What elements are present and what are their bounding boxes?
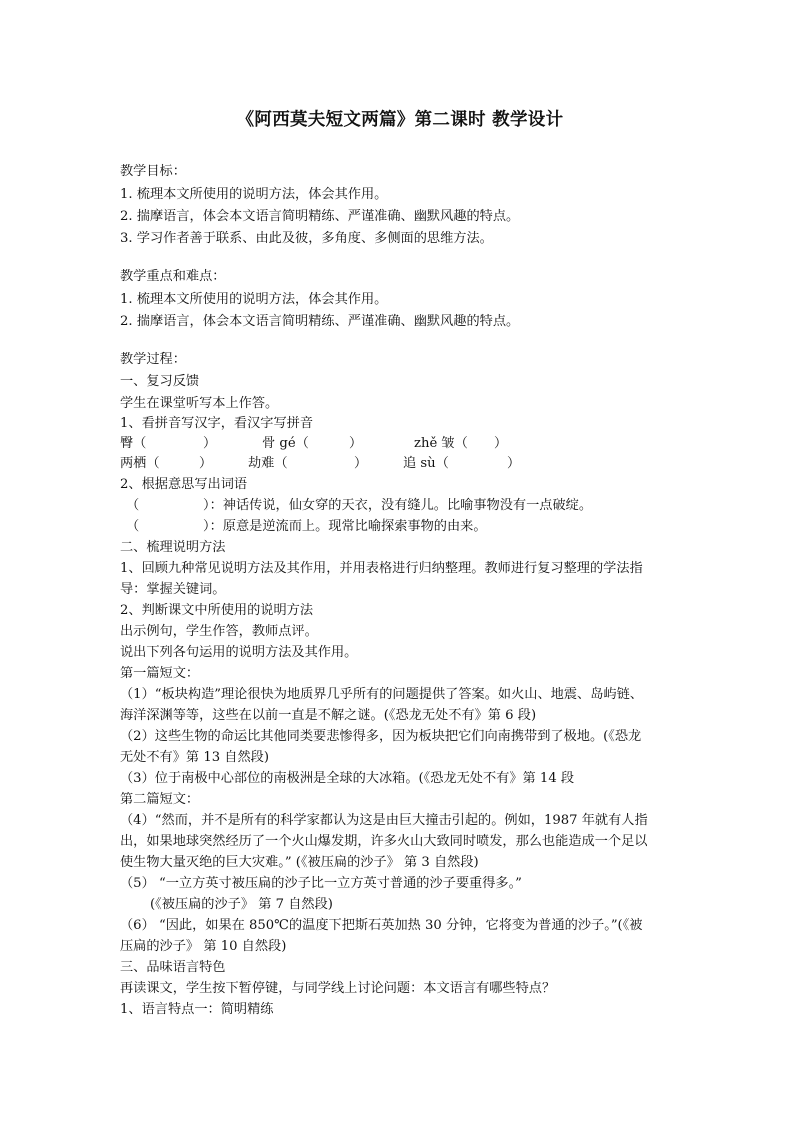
pinyin-r1-b-open: 骨 gé（ xyxy=(262,436,309,451)
section-1-heading: 一、复习反馈 xyxy=(120,374,200,389)
section-2-p1-line1: 1、回顾九种常见说明方法及其作用，并用表格进行归纳整理。教师进行复习整理的学法指 xyxy=(120,561,643,576)
example-6-line1: （6） “因此，如果在 850℃的温度下把斯石英加热 30 分钟，它将变为普通的沙子。”(《被 xyxy=(120,918,643,933)
pinyin-r2-c-open: 追 sù（ xyxy=(403,456,449,471)
example-1-line2: 海洋深渊等等，这些在以前一直是不解之谜。(《恐龙无处不有》第 6 段) xyxy=(120,708,537,723)
key-points-heading: 教学重点和难点： xyxy=(120,269,226,284)
pinyin-r2-a-open: 两栖（ xyxy=(120,456,160,471)
example-1-line1: （1）“板块构造”理论很快为地质界几乎所有的问题提供了答案。如火山、地震、岛屿链、 xyxy=(120,687,643,702)
key-point-1: 1. 梳理本文所使用的说明方法，体会其作用。 xyxy=(120,292,388,307)
section-2-p3: 出示例句，学生作答，教师点评。 xyxy=(120,624,318,639)
process-heading: 教学过程： xyxy=(120,352,186,367)
words-1-open: （ xyxy=(126,498,140,513)
section-1-intro: 学生在课堂听写本上作答。 xyxy=(120,396,279,411)
section-3-p1: 再读课文，学生按下暂停键，与同学线上讨论问题：本文语言有哪些特点？ xyxy=(120,981,556,996)
example-2-line1: （2）这些生物的命运比其他同类要悲惨得多，因为板块把它们向南携带到了极地。(《恐龙 xyxy=(120,729,642,744)
example-3: （3）位于南极中心部位的南极洲是全球的大冰箱。(《恐龙无处不有》第 14 段 xyxy=(120,771,575,786)
essay-2-heading: 第二篇短文： xyxy=(120,792,200,807)
pinyin-r1-c-open: zhě 皱（ xyxy=(414,436,468,451)
pinyin-r2-a-close: ） xyxy=(199,456,213,471)
words-1-rest: ）：神话传说，仙女穿的天衣，没有缝儿。比喻事物没有一点破绽。 xyxy=(203,498,593,513)
pinyin-r2-b-open: 劫难（ xyxy=(248,456,288,471)
example-5-line1: （5） “一立方英寸被压扁的沙子比一立方英寸普通的沙子要重得多。” xyxy=(120,876,522,891)
words-task: 2、根据意思写出词语 xyxy=(120,477,248,492)
pinyin-task: 1、看拼音写汉字，看汉字写拼音 xyxy=(120,416,314,431)
section-3-p2: 1、语言特点一：简明精练 xyxy=(120,1002,274,1017)
section-2-p4: 说出下列各句运用的说明方法及其作用。 xyxy=(120,645,358,660)
objective-3: 3. 学习作者善于联系、由此及彼，多角度、多侧面的思维方法。 xyxy=(120,231,493,246)
section-3-heading: 三、品味语言特色 xyxy=(120,960,226,975)
pinyin-r2-c-close: ） xyxy=(507,456,521,471)
words-2-open: （ xyxy=(126,519,140,534)
section-2-p2: 2、判断课文中所使用的说明方法 xyxy=(120,603,314,618)
example-4-line3: 使生物大量灭绝的巨大灾难。” (《被压扁的沙子》 第 3 自然段) xyxy=(120,855,479,870)
words-2-rest: ）：原意是逆流而上。现常比喻探索事物的由来。 xyxy=(203,519,487,534)
document-title: 《阿西莫夫短文两篇》第二课时 教学设计 xyxy=(236,110,564,130)
pinyin-r1-c-close: ） xyxy=(494,436,508,451)
objectives-heading: 教学目标： xyxy=(120,164,186,179)
pinyin-r1-b-close: ） xyxy=(349,436,363,451)
example-6-line2: 压扁的沙子》 第 10 自然段) xyxy=(120,939,287,954)
essay-1-heading: 第一篇短文： xyxy=(120,666,200,681)
pinyin-r2-b-close: ） xyxy=(354,456,368,471)
example-2-line2: 无处不有》第 13 自然段) xyxy=(120,750,269,765)
objective-1: 1. 梳理本文所使用的说明方法，体会其作用。 xyxy=(120,187,388,202)
example-5-line2: (《被压扁的沙子》 第 7 自然段) xyxy=(150,897,333,912)
pinyin-r1-a-close: ） xyxy=(203,436,217,451)
section-2-p1-line2: 导：掌握关键词。 xyxy=(120,582,226,597)
section-2-heading: 二、梳理说明方法 xyxy=(120,540,226,555)
key-point-2: 2. 揣摩语言，体会本文语言简明精练、严谨准确、幽默风趣的特点。 xyxy=(120,314,520,329)
example-4-line2: 出，如果地球突然经历了一个火山爆发期，许多火山大致同时喷发，那么也能造成一个足以 xyxy=(120,834,648,849)
objective-2: 2. 揣摩语言，体会本文语言简明精练、严谨准确、幽默风趣的特点。 xyxy=(120,209,520,224)
example-4-line1: （4）“然而，并不是所有的科学家都认为这是由巨大撞击引起的。例如，1987 年就有人指 xyxy=(120,813,648,828)
pinyin-r1-a-open: 臀（ xyxy=(120,436,147,451)
